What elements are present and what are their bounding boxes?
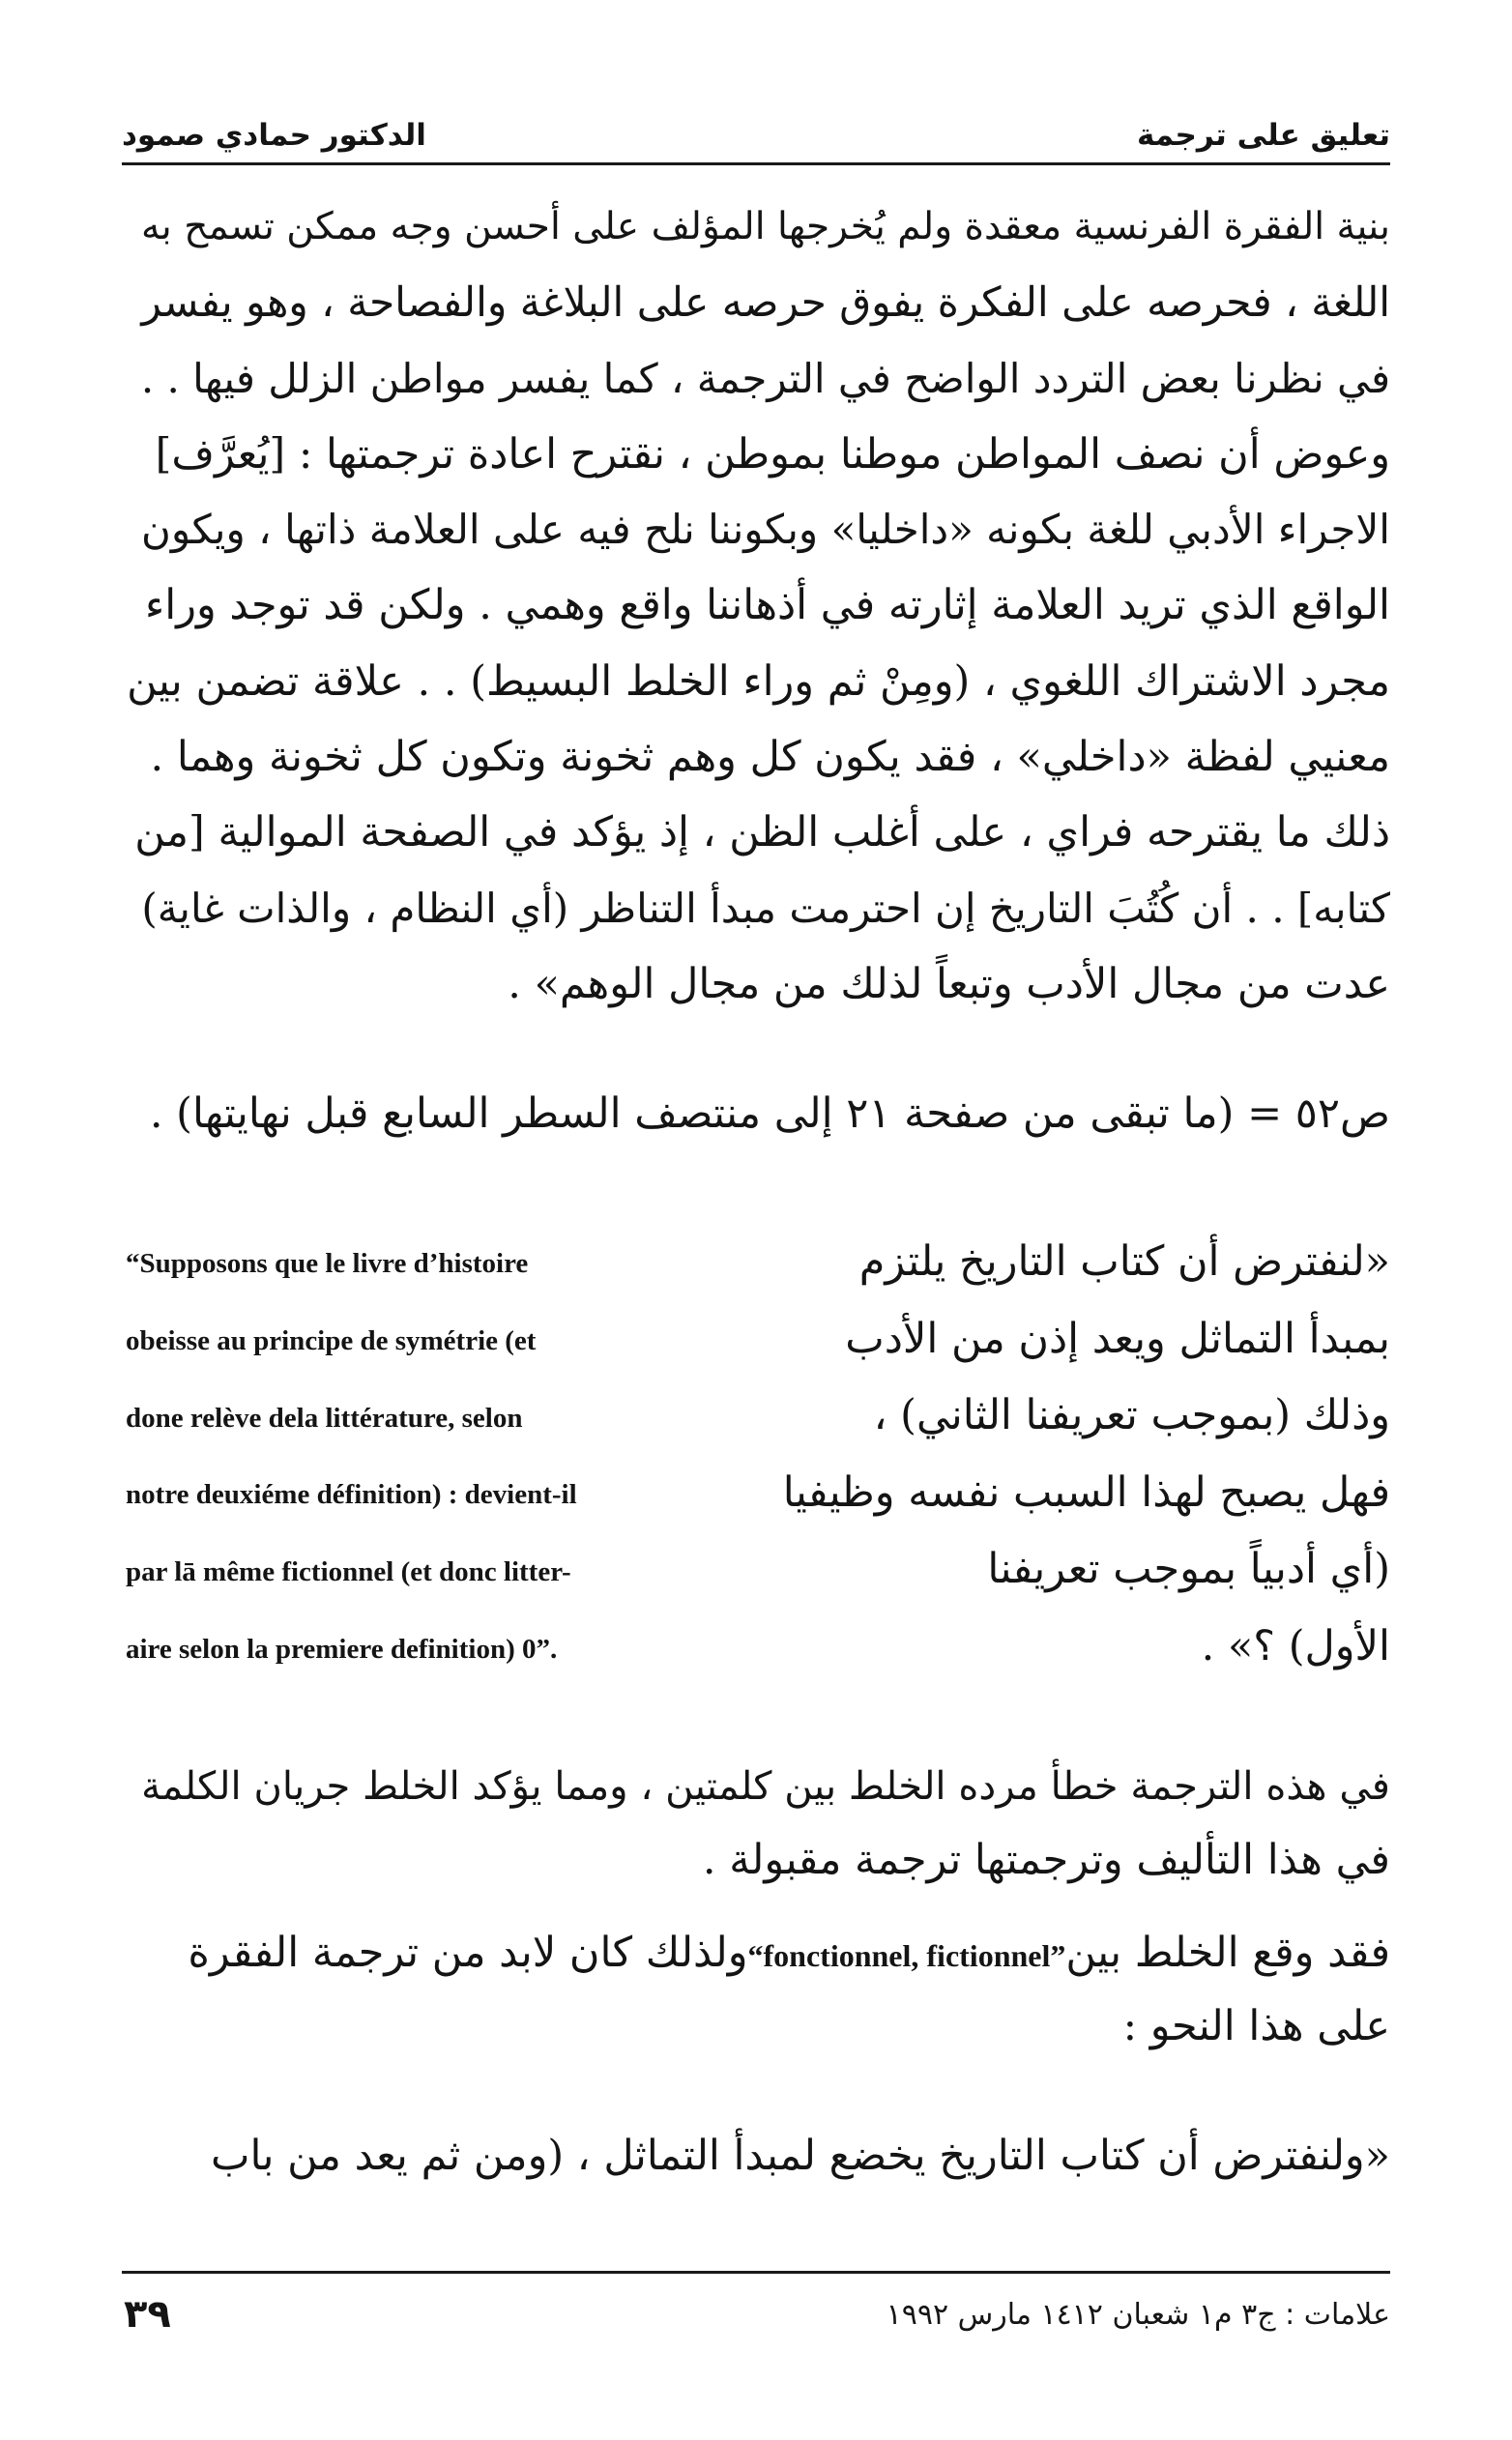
text-line: مجرد الاشتراك اللغوي ، (ومِنْ ثم وراء الخلط البسيط) . . علاقة تضمن بين — [127, 656, 1390, 706]
text-line: الاجراء الأدبي للغة بكونه «داخليا» وبكوننا نلح فيه على العلامة ذاتها ، ويكون — [141, 506, 1390, 554]
text-line: بمبدأ التماثل ويعد إذن من الأدب — [845, 1314, 1390, 1363]
text-line: “Supposons que le livre d’histoire — [126, 1248, 529, 1279]
text-line: الأول) ؟» . — [1201, 1621, 1390, 1670]
text-line: معنيي لفظة «داخلي» ، فقد يكون كل وهم ثخونة وتكون كل ثخونة وهما . — [150, 733, 1390, 782]
text-line: «لنفترض أن كتاب التاريخ يلتزم — [858, 1237, 1390, 1286]
arabic-translation-quote — [764, 1224, 1390, 1685]
text-line: الواقع الذي تريد العلامة إثارته في أذهاننا واقع وهمي . ولكن قد توجد وراء — [145, 581, 1390, 630]
text-line: notre deuxiéme définition) : devient-il — [126, 1479, 577, 1511]
page-number: ٣٩ — [124, 2292, 171, 2337]
paragraph-error-note — [122, 1750, 1390, 1897]
text-line: على هذا النحو : — [1122, 2002, 1390, 2050]
text-line: obeisse au principe de symétrie (et — [126, 1324, 537, 1356]
text-line: كتابه] . . أن كُتُبَ التاريخ إن احترمت مبدأ التناظر (أي النظام ، والذات غاية) — [141, 884, 1390, 932]
text-line: aire selon la premiere definition) 0”. — [126, 1633, 558, 1665]
text-line: عدت من مجال الأدب وتبعاً لذلك من مجال الوهم» . — [508, 959, 1390, 1008]
text-line: بنية الفقرة الفرنسية معقدة ولم يُخرجها المؤلف على أحسن وجه ممكن تسمح به — [140, 205, 1390, 248]
text-line: في هذه الترجمة خطأ مرده الخلط بين كلمتين ، ومما يؤكد الخلط جريان الكلمة — [141, 1764, 1390, 1809]
page-reference-note: ص٥٢ = (ما تبقى من صفحة ٢١ إلى منتصف السطر السابع قبل نهايتها) . — [149, 1089, 1390, 1138]
text-line: وعوض أن نصف المواطن موطنا بموطن ، نقترح اعادة ترجمتها : [يُعرَّف] — [155, 429, 1390, 479]
text-line: في نظرنا بعض التردد الواضح في الترجمة ، كما يفسر مواطن الزلل فيها . . — [140, 354, 1390, 402]
text-segment: فقد وقع الخلط بين — [1065, 1929, 1390, 1977]
text-segment: ولذلك كان لابد من ترجمة الفقرة — [188, 1929, 748, 1977]
text-line: done relève dela littérature, selon — [126, 1402, 523, 1434]
header-rule — [122, 162, 1390, 165]
latin-term: “fonctionnel, fictionnel” — [747, 1938, 1066, 1973]
paragraph-commentary — [122, 189, 1390, 1022]
running-title: تعليق على ترجمة — [1136, 118, 1390, 153]
footer-rule — [122, 2271, 1390, 2274]
text-line: ذلك ما يقترحه فراي ، على أغلب الظن ، إذ يؤكد في الصفحة الموالية [من — [134, 808, 1390, 857]
text-line: في هذا التأليف وترجمتها ترجمة مقبولة . — [702, 1836, 1390, 1884]
text-line — [122, 1916, 1390, 1990]
journal-citation: علامات : ج٣ م١ شعبان ١٤١٢ مارس ١٩٩٢ — [886, 2298, 1390, 2332]
text-line: par lā même fictionnel (et donc litter- — [126, 1556, 571, 1588]
text-line: اللغة ، فحرصه على الفكرة يفوق حرصه على البلاغة والفصاحة ، وهو يفسر — [141, 278, 1390, 327]
text-line: فهل يصبح لهذا السبب نفسه وظيفيا — [782, 1467, 1390, 1517]
paragraph-confusion-note — [122, 1916, 1390, 2063]
text-line: وذلك (بموجب تعريفنا الثاني) ، — [873, 1391, 1390, 1439]
paragraph-proposed-translation: «ولنفترض أن كتاب التاريخ يخضع لمبدأ التماثل ، (ومن ثم يعد من باب — [210, 2132, 1390, 2180]
text-line: (أي أدبياً بموجب تعريفنا — [987, 1545, 1390, 1593]
french-original-quote — [126, 1226, 715, 1689]
running-author: الدكتور حمادي صمود — [122, 118, 426, 153]
